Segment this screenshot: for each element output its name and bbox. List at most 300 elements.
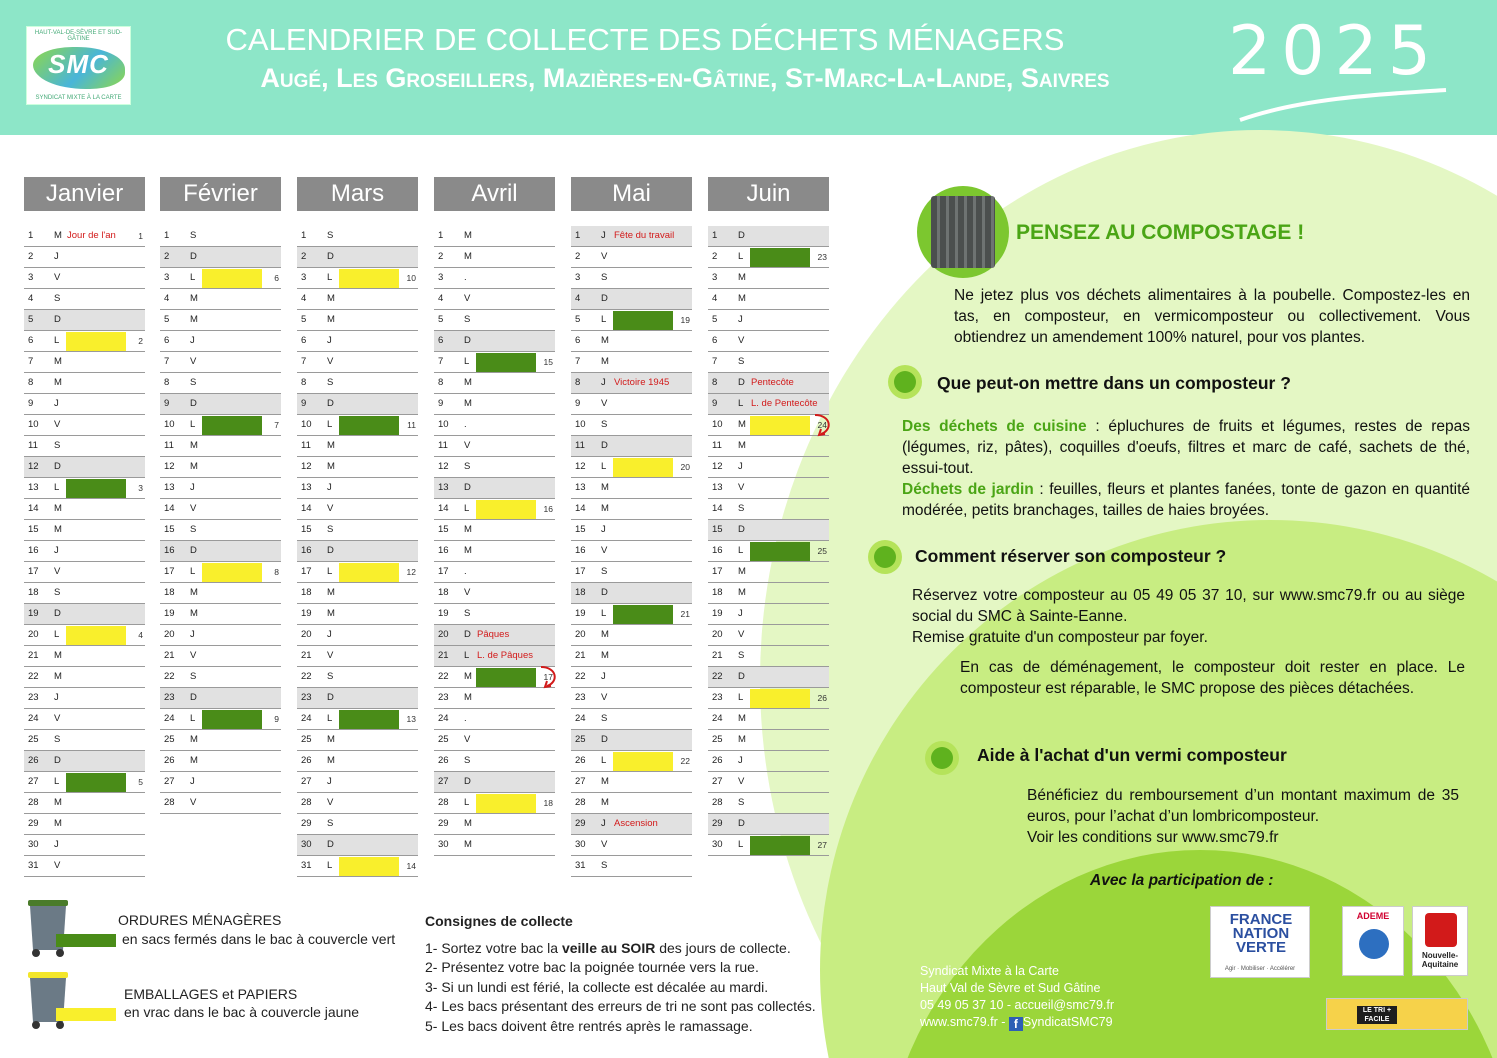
- day-number: 6: [712, 335, 718, 346]
- footer-contact: [920, 963, 1114, 1031]
- day-letter: M: [601, 356, 609, 367]
- day-row: [24, 856, 145, 877]
- day-row: [708, 457, 829, 478]
- day-number: 6: [164, 335, 170, 346]
- day-row: [24, 835, 145, 856]
- day-number: 5: [164, 314, 170, 325]
- day-letter: S: [327, 818, 334, 829]
- day-number: 30: [28, 839, 39, 850]
- what-to-compost: Des déchets de cuisine : épluchures de fruits et légumes, restes de repas (légumes, riz, pâtes), coquilles d'oeufs, filtres et marc de café, sachets de thé, essui-tout. Déchets de jardin : feuilles, fleurs et plantes fanées, tonte de gazon en quantité modérée, petits branchages, tailles de haies broyées.: [902, 418, 1471, 519]
- day-letter: V: [327, 356, 334, 367]
- day-number: 19: [28, 608, 39, 619]
- day-row: [160, 730, 281, 751]
- month-header: Mars: [297, 177, 418, 211]
- day-row: [24, 436, 145, 457]
- day-number: 28: [712, 797, 723, 808]
- day-letter: V: [738, 776, 745, 787]
- day-row: [708, 751, 829, 772]
- consignes-title: Consignes de collecte: [425, 913, 573, 929]
- day-letter: J: [738, 755, 743, 766]
- day-letter: S: [190, 671, 197, 682]
- facebook-link[interactable]: SyndicatSMC79: [1022, 1015, 1113, 1029]
- holiday-label: Fête du travail: [614, 230, 675, 241]
- day-row: [160, 499, 281, 520]
- day-row: [434, 730, 555, 751]
- day-number: 28: [438, 797, 449, 808]
- collection-green-bar: [476, 353, 536, 372]
- day-number: 8: [438, 377, 444, 388]
- day-number: 18: [575, 587, 586, 598]
- day-row: [24, 415, 145, 436]
- day-number: 9: [164, 398, 170, 409]
- day-number: 16: [164, 545, 175, 556]
- month-header: Mai: [571, 177, 692, 211]
- week-number: 14: [406, 861, 416, 871]
- day-letter: M: [54, 650, 62, 661]
- day-row: [297, 646, 418, 667]
- week-number: 23: [817, 252, 827, 262]
- day-letter: M: [190, 587, 198, 598]
- consigne-5: 5- Les bacs doivent être rentrés après le ramassage.: [425, 1017, 753, 1034]
- aide-text: Bénéficiez du remboursement d’un montant maximum de 35 euros, pour l’achat d’un lombricomposteur.: [1027, 787, 1459, 825]
- collection-green-bar: [66, 773, 126, 792]
- day-number: 8: [301, 377, 307, 388]
- week-number: 12: [406, 567, 416, 577]
- day-row: [160, 583, 281, 604]
- day-letter: M: [327, 734, 335, 745]
- day-number: 1: [301, 230, 307, 241]
- question-1: Que peut-on mettre dans un composteur ?: [937, 373, 1291, 393]
- day-letter: D: [738, 377, 745, 388]
- day-letter: M: [464, 230, 472, 241]
- day-row: [24, 457, 145, 478]
- day-row: [297, 835, 418, 856]
- footer-org: Syndicat Mixte à la Carte: [920, 964, 1059, 978]
- day-number: 7: [301, 356, 307, 367]
- week-number: 5: [138, 777, 143, 787]
- day-number: 22: [712, 671, 723, 682]
- day-number: 26: [164, 755, 175, 766]
- day-row: [434, 352, 555, 373]
- day-number: 7: [575, 356, 581, 367]
- day-row: [708, 268, 829, 289]
- day-letter: M: [464, 692, 472, 703]
- day-number: 25: [28, 734, 39, 745]
- day-letter: .: [464, 419, 467, 430]
- day-number: 4: [575, 293, 581, 304]
- day-letter: M: [190, 755, 198, 766]
- day-row: [24, 247, 145, 268]
- day-row: [571, 751, 692, 772]
- day-number: 26: [712, 755, 723, 766]
- day-row: [24, 730, 145, 751]
- day-number: 11: [28, 440, 38, 451]
- day-row: [24, 814, 145, 835]
- day-letter: V: [327, 503, 334, 514]
- day-number: 1: [575, 230, 581, 241]
- day-letter: V: [54, 419, 61, 430]
- day-number: 16: [301, 545, 312, 556]
- day-letter: J: [190, 335, 195, 346]
- day-row: [24, 226, 145, 247]
- day-row: [24, 751, 145, 772]
- collection-yellow-bar: [202, 269, 262, 288]
- day-row: [160, 709, 281, 730]
- day-letter: S: [190, 524, 197, 535]
- day-letter: L: [190, 272, 196, 283]
- day-row: [571, 373, 692, 394]
- day-number: 11: [164, 440, 174, 451]
- day-row: [571, 814, 692, 835]
- day-letter: J: [190, 629, 195, 640]
- day-letter: D: [601, 440, 608, 451]
- day-number: 15: [301, 524, 312, 535]
- day-number: 24: [575, 713, 586, 724]
- day-row: [297, 730, 418, 751]
- day-row: [160, 268, 281, 289]
- collection-green-bar: [202, 416, 262, 435]
- collection-yellow-bar: [339, 857, 399, 876]
- week-number: 21: [680, 609, 690, 619]
- day-number: 2: [712, 251, 718, 262]
- day-letter: V: [54, 860, 61, 871]
- day-letter: D: [327, 839, 334, 850]
- day-row: [708, 646, 829, 667]
- day-letter: S: [601, 860, 608, 871]
- day-letter: M: [54, 377, 62, 388]
- day-letter: .: [464, 566, 467, 577]
- day-row: [160, 772, 281, 793]
- day-row: [24, 478, 145, 499]
- day-letter: L: [54, 776, 60, 787]
- day-letter: D: [54, 314, 61, 325]
- day-row: [708, 394, 829, 415]
- day-row: [571, 541, 692, 562]
- day-row: [24, 667, 145, 688]
- day-letter: V: [738, 335, 745, 346]
- day-row: [160, 415, 281, 436]
- day-row: [160, 688, 281, 709]
- day-row: [160, 394, 281, 415]
- month-column: [434, 177, 555, 856]
- emb-legend-sub: en vrac dans le bac à couvercle jaune: [124, 1004, 360, 1020]
- day-number: 8: [164, 377, 170, 388]
- day-number: 8: [575, 377, 581, 388]
- day-number: 15: [575, 524, 586, 535]
- day-row: [434, 625, 555, 646]
- day-row: [434, 394, 555, 415]
- footer-web: [920, 1014, 1114, 1031]
- day-number: 23: [438, 692, 449, 703]
- day-letter: L: [327, 860, 333, 871]
- day-number: 26: [438, 755, 449, 766]
- day-row: [708, 562, 829, 583]
- day-row: [297, 352, 418, 373]
- year: 2025: [1228, 12, 1442, 91]
- day-row: [297, 814, 418, 835]
- day-row: [297, 394, 418, 415]
- day-row: [708, 772, 829, 793]
- year-swoosh-icon: [1232, 88, 1452, 124]
- holiday-label: Pentecôte: [751, 377, 794, 388]
- day-letter: M: [327, 461, 335, 472]
- demenagement-text: En cas de déménagement, le composteur doit rester en place. Le composteur est réparable, le SMC propose des pièces détachées.: [960, 659, 1465, 697]
- shift-arrow-icon: [813, 412, 835, 438]
- collection-yellow-bar: [476, 500, 536, 519]
- day-letter: M: [464, 818, 472, 829]
- collection-green-bar: [750, 836, 810, 855]
- day-number: 30: [438, 839, 449, 850]
- day-row: [434, 541, 555, 562]
- day-letter: M: [190, 461, 198, 472]
- day-number: 27: [28, 776, 39, 787]
- day-letter: L: [327, 272, 333, 283]
- month-header: Avril: [434, 177, 555, 211]
- day-row: [434, 583, 555, 604]
- day-row: [297, 562, 418, 583]
- compost-intro: Ne jetez plus vos déchets alimentaires à la poubelle. Compostez-les en tas, en composteur, en vermicomposteur ou collectivement. Vous obtiendrez un amendement 100% naturel, pour vos plantes.: [954, 287, 1470, 346]
- day-letter: S: [54, 440, 61, 451]
- day-letter: S: [738, 503, 745, 514]
- day-row: [571, 226, 692, 247]
- day-letter: D: [190, 251, 197, 262]
- holiday-label: Ascension: [614, 818, 658, 829]
- day-letter: M: [54, 671, 62, 682]
- day-row: [708, 814, 829, 835]
- day-letter: V: [54, 713, 61, 724]
- day-number: 10: [575, 419, 586, 430]
- shift-arrow-icon: [539, 664, 561, 690]
- day-number: 22: [438, 671, 449, 682]
- week-number: 27: [817, 840, 827, 850]
- day-row: [24, 646, 145, 667]
- day-row: [571, 310, 692, 331]
- day-letter: D: [190, 692, 197, 703]
- day-number: 31: [575, 860, 586, 871]
- day-letter: L: [190, 566, 196, 577]
- day-row: [708, 331, 829, 352]
- day-row: [24, 541, 145, 562]
- day-letter: L: [464, 356, 470, 367]
- day-letter: M: [738, 713, 746, 724]
- day-row: [160, 667, 281, 688]
- day-row: [297, 373, 418, 394]
- footer-phone-email[interactable]: 05 49 05 37 10 - accueil@smc79.fr: [920, 998, 1115, 1012]
- day-row: [160, 520, 281, 541]
- day-number: 9: [575, 398, 581, 409]
- day-number: 5: [575, 314, 581, 325]
- nouvelle-aquitaine-logo: Nouvelle-Aquitaine: [1412, 906, 1468, 976]
- day-row: [160, 226, 281, 247]
- day-row: [297, 856, 418, 877]
- week-number: 18: [543, 798, 553, 808]
- collection-yellow-bar: [339, 563, 399, 582]
- day-number: 29: [575, 818, 586, 829]
- day-number: 12: [438, 461, 449, 472]
- day-number: 18: [438, 587, 449, 598]
- day-row: [434, 835, 555, 856]
- day-letter: D: [738, 524, 745, 535]
- collection-yellow-bar: [613, 752, 673, 771]
- day-number: 15: [712, 524, 723, 535]
- day-row: [434, 457, 555, 478]
- day-letter: V: [190, 650, 197, 661]
- day-number: 2: [575, 251, 581, 262]
- day-letter: L: [738, 839, 744, 850]
- day-row: [297, 226, 418, 247]
- day-row: [297, 478, 418, 499]
- month-column: [571, 177, 692, 877]
- day-row: [297, 772, 418, 793]
- day-letter: M: [601, 650, 609, 661]
- day-row: [434, 688, 555, 709]
- holiday-label: Pâques: [477, 629, 510, 640]
- day-number: 3: [164, 272, 170, 283]
- day-number: 3: [28, 272, 34, 283]
- day-row: [160, 331, 281, 352]
- day-number: 18: [301, 587, 312, 598]
- day-row: [708, 604, 829, 625]
- day-number: 19: [575, 608, 586, 619]
- day-number: 16: [712, 545, 723, 556]
- day-letter: J: [190, 776, 195, 787]
- day-number: 2: [164, 251, 170, 262]
- week-number: 17: [543, 672, 553, 682]
- day-row: [708, 793, 829, 814]
- day-row: [708, 373, 829, 394]
- consignes: [425, 912, 816, 1036]
- day-number: 21: [712, 650, 723, 661]
- day-number: 22: [164, 671, 175, 682]
- day-letter: M: [327, 314, 335, 325]
- day-letter: V: [601, 251, 608, 262]
- day-row: [160, 436, 281, 457]
- day-number: 4: [438, 293, 444, 304]
- day-number: 23: [28, 692, 39, 703]
- day-row: [434, 331, 555, 352]
- day-row: [297, 331, 418, 352]
- consigne-2: 2- Présentez votre bac la poignée tournée vers la rue.: [425, 959, 759, 975]
- day-number: 4: [28, 293, 34, 304]
- day-row: [708, 310, 829, 331]
- week-number: 20: [680, 462, 690, 472]
- day-row: [160, 289, 281, 310]
- bullet-icon: [925, 741, 959, 775]
- day-number: 27: [712, 776, 723, 787]
- day-letter: M: [190, 293, 198, 304]
- collection-green-bar: [613, 605, 673, 624]
- day-letter: S: [464, 314, 471, 325]
- day-letter: V: [601, 839, 608, 850]
- day-row: [708, 415, 829, 436]
- day-letter: D: [738, 818, 745, 829]
- day-row: [160, 373, 281, 394]
- website-link[interactable]: www.smc79.fr -: [920, 1015, 1009, 1029]
- day-row: [571, 394, 692, 415]
- collection-green-bar: [202, 710, 262, 729]
- day-number: 18: [28, 587, 39, 598]
- day-row: [24, 625, 145, 646]
- day-number: 10: [712, 419, 723, 430]
- composter-image: [917, 186, 1009, 278]
- day-row: [24, 772, 145, 793]
- collection-green-bar: [339, 416, 399, 435]
- day-row: [434, 604, 555, 625]
- collection-yellow-bar: [339, 269, 399, 288]
- day-number: 9: [438, 398, 444, 409]
- day-number: 14: [712, 503, 723, 514]
- bullet-icon: [888, 365, 922, 399]
- day-letter: V: [54, 272, 61, 283]
- day-letter: D: [738, 230, 745, 241]
- day-row: [297, 667, 418, 688]
- day-row: [571, 625, 692, 646]
- day-number: 5: [438, 314, 444, 325]
- day-number: 4: [712, 293, 718, 304]
- collection-green-bar: [339, 710, 399, 729]
- day-number: 8: [712, 377, 718, 388]
- day-letter: V: [464, 440, 471, 451]
- day-row: [160, 793, 281, 814]
- day-letter: J: [327, 629, 332, 640]
- day-number: 4: [301, 293, 307, 304]
- smc-logo: [26, 26, 131, 105]
- day-letter: J: [601, 524, 606, 535]
- week-number: 4: [138, 630, 143, 640]
- day-number: 26: [301, 755, 312, 766]
- day-number: 20: [575, 629, 586, 640]
- day-row: [708, 583, 829, 604]
- day-row: [24, 373, 145, 394]
- day-letter: J: [190, 482, 195, 493]
- day-row: [297, 436, 418, 457]
- day-letter: S: [327, 671, 334, 682]
- day-row: [434, 478, 555, 499]
- day-row: [571, 436, 692, 457]
- day-letter: S: [54, 293, 61, 304]
- day-letter: V: [190, 356, 197, 367]
- day-number: 15: [438, 524, 449, 535]
- day-letter: S: [464, 608, 471, 619]
- consigne-3: 3- Si un lundi est férié, la collecte est décalée au mardi.: [425, 978, 769, 995]
- day-letter: L: [601, 755, 607, 766]
- day-number: 21: [438, 650, 449, 661]
- day-letter: L: [738, 251, 744, 262]
- day-row: [571, 856, 692, 877]
- day-row: [571, 562, 692, 583]
- day-letter: J: [738, 608, 743, 619]
- day-number: 28: [28, 797, 39, 808]
- day-number: 25: [712, 734, 723, 745]
- day-number: 3: [438, 272, 444, 283]
- tri-facile-logo: LE TRI + FACILE: [1326, 998, 1468, 1030]
- day-letter: D: [190, 545, 197, 556]
- day-number: 11: [712, 440, 722, 451]
- day-row: [571, 835, 692, 856]
- day-letter: M: [190, 314, 198, 325]
- day-row: [24, 352, 145, 373]
- day-number: 21: [164, 650, 175, 661]
- day-number: 30: [575, 839, 586, 850]
- day-letter: M: [327, 755, 335, 766]
- week-number: 6: [274, 273, 279, 283]
- day-row: [434, 499, 555, 520]
- day-row: [571, 709, 692, 730]
- day-letter: J: [601, 818, 606, 829]
- day-letter: M: [738, 272, 746, 283]
- holiday-label: L. de Pâques: [477, 650, 533, 661]
- day-number: 14: [301, 503, 312, 514]
